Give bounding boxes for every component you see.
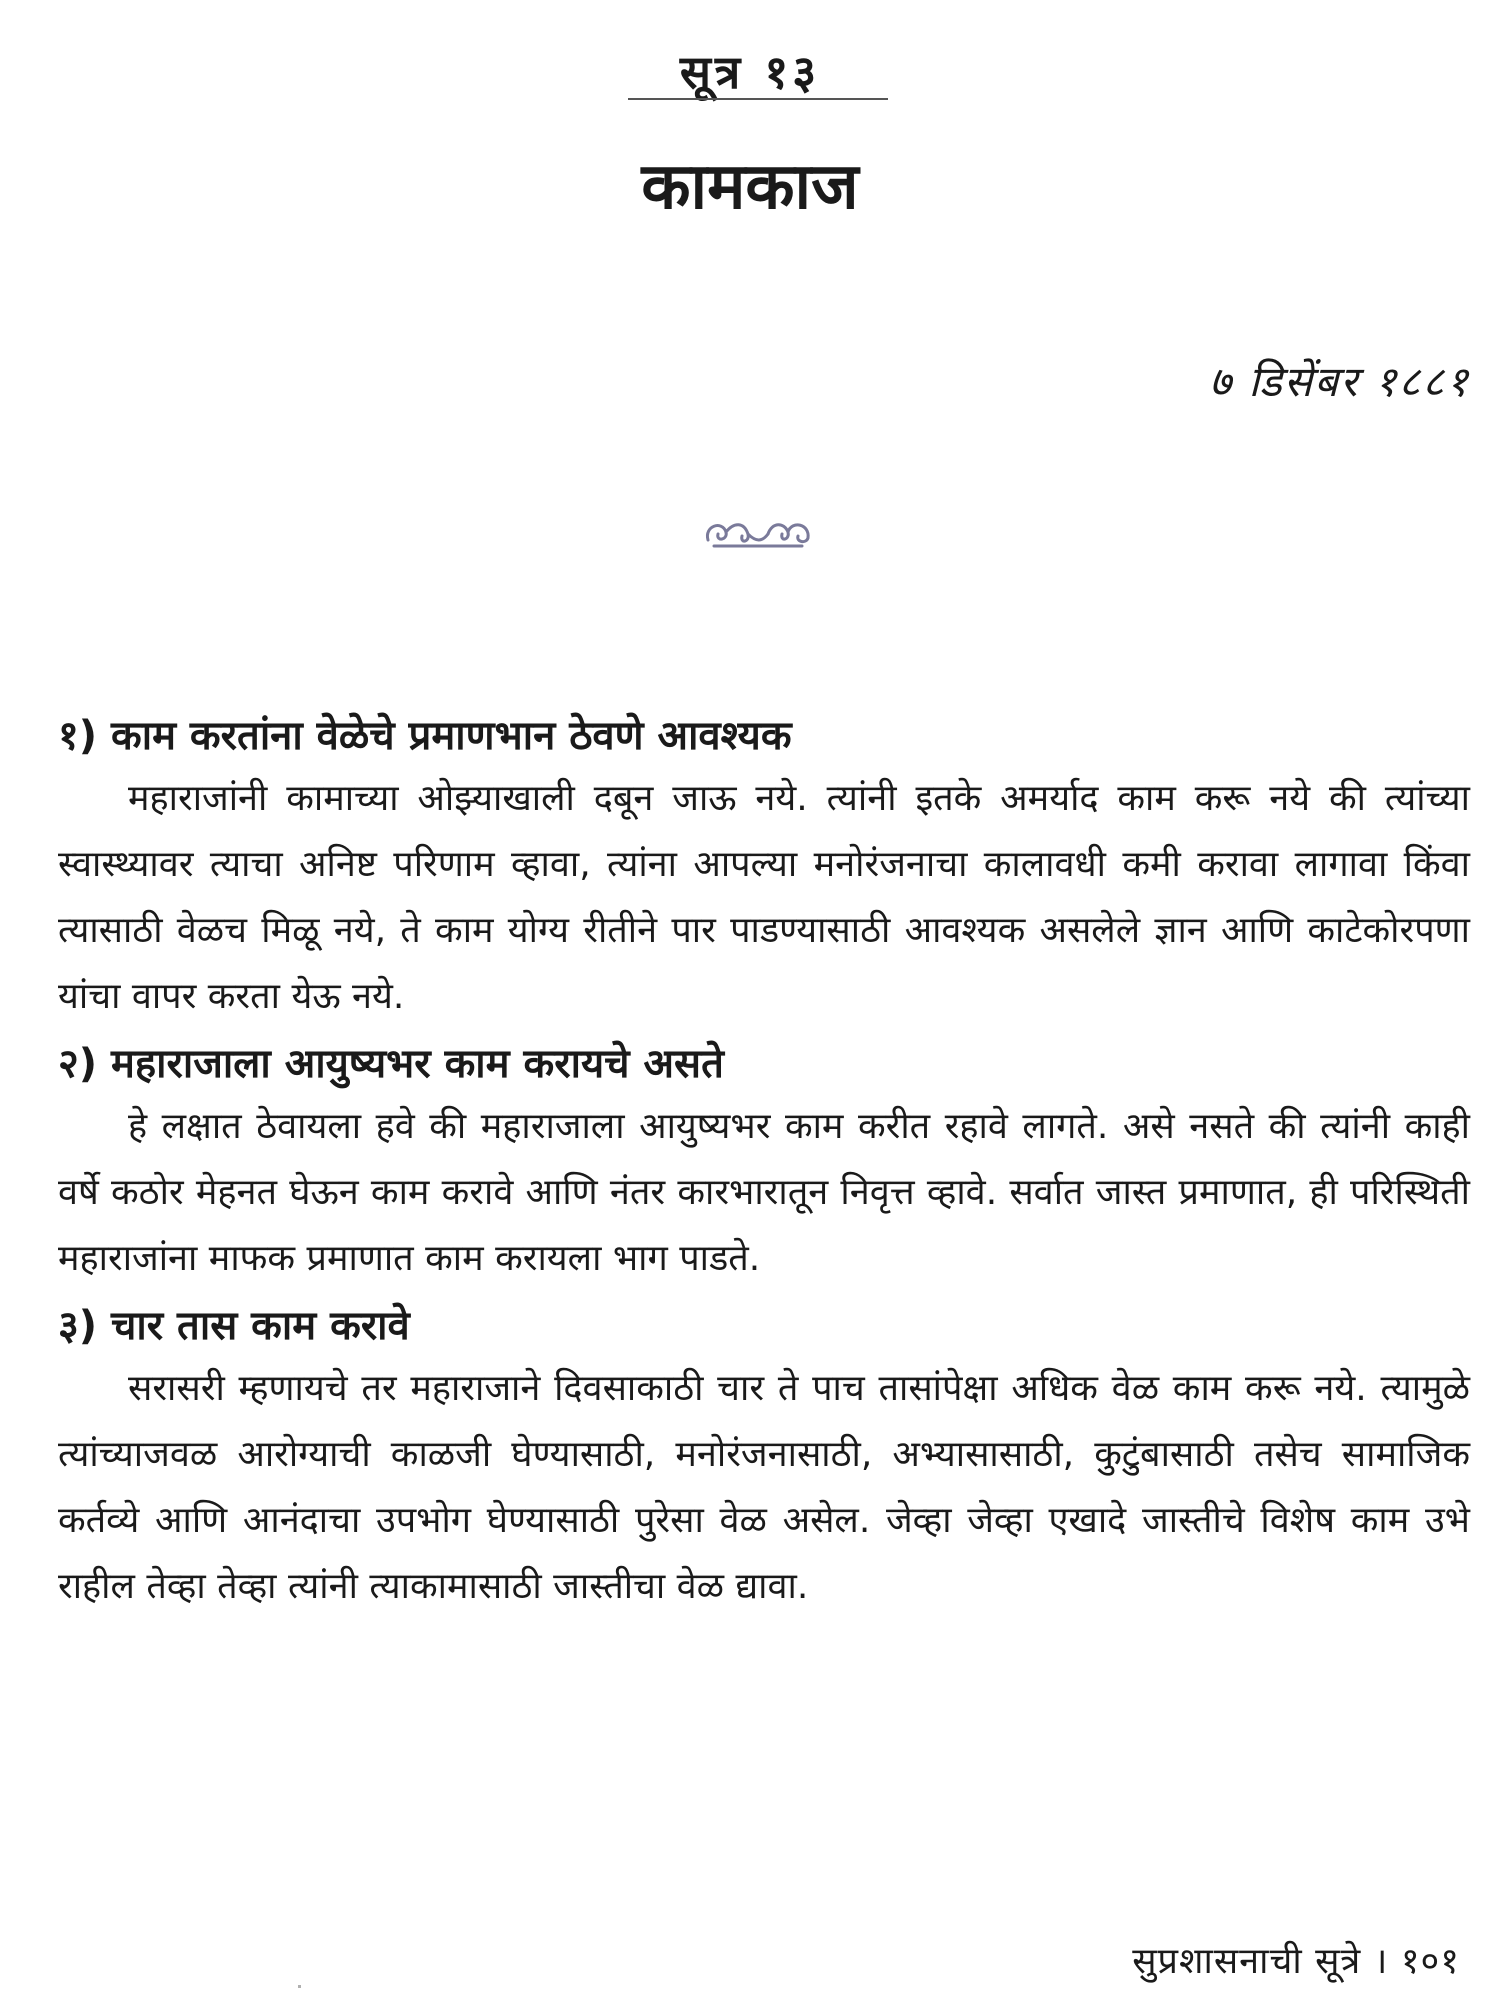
document-date: ७ डिसेंबर १८८१ xyxy=(1209,357,1470,406)
section-3 xyxy=(58,1298,1470,1620)
section-heading: १) काम करतांना वेळेचे प्रमाणभान ठेवणे आवश्यक xyxy=(58,713,792,759)
section-paragraph: सरासरी म्हणायचे तर महाराजाने दिवसाकाठी चार ते पाच तासांपेक्षा अधिक वेळ काम करू नये. त्यामुळे त्यांच्याजवळ आरोग्याची काळजी घेण्यासाठी, मनोरंजनासाठी, अभ्यासासाठी, कुटुंबासाठी तसेच सामाजिक कर्तव्ये आणि आनंदाचा उपभोग घेण्यासाठी पुरेसा वेळ असेल. जेव्हा जेव्हा एखादे जास्तीचे विशेष काम उभे राहील तेव्हा तेव्हा त्यांनी त्याकामासाठी जास्तीचा वेळ द्यावा. xyxy=(58,1368,1470,1607)
scan-speck xyxy=(298,1985,301,1988)
chapter-title: कामकाज xyxy=(641,150,859,224)
sutra-number-label: सूत्र १३ xyxy=(679,45,821,99)
sutra-underline-divider xyxy=(628,98,888,100)
section-heading: २) महाराजाला आयुष्यभर काम करायचे असते xyxy=(58,1041,724,1087)
decorative-flourish-icon xyxy=(700,512,816,552)
page-footer: सुप्रशासनाची सूत्रे । १०१ xyxy=(1132,1941,1460,1982)
section-paragraph: महाराजांनी कामाच्या ओझ्याखाली दबून जाऊ नये. त्यांनी इतके अमर्याद काम करू नये की त्यांच्या स्वास्थ्यावर त्याचा अनिष्ट परिणाम व्हावा, त्यांना आपल्या मनोरंजनाचा कालावधी कमी करावा लागावा किंवा त्यासाठी वेळच मिळू नये, ते काम योग्य रीतीने पार पाडण्यासाठी आवश्यक असलेले ज्ञान आणि काटेकोरपणा यांचा वापर करता येऊ नये. xyxy=(58,778,1470,1017)
section-1 xyxy=(58,708,1470,1030)
sections-container xyxy=(58,708,1470,1626)
section-2 xyxy=(58,1036,1470,1292)
section-heading: ३) चार तास काम करावे xyxy=(58,1303,410,1349)
section-paragraph: हे लक्षात ठेवायला हवे की महाराजाला आयुष्यभर काम करीत रहावे लागते. असे नसते की त्यांनी काही वर्षे कठोर मेहनत घेऊन काम करावे आणि नंतर कारभारातून निवृत्त व्हावे. सर्वात जास्त प्रमाणात, ही परिस्थिती महाराजांना माफक प्रमाणात काम करायला भाग पाडते. xyxy=(58,1106,1470,1279)
